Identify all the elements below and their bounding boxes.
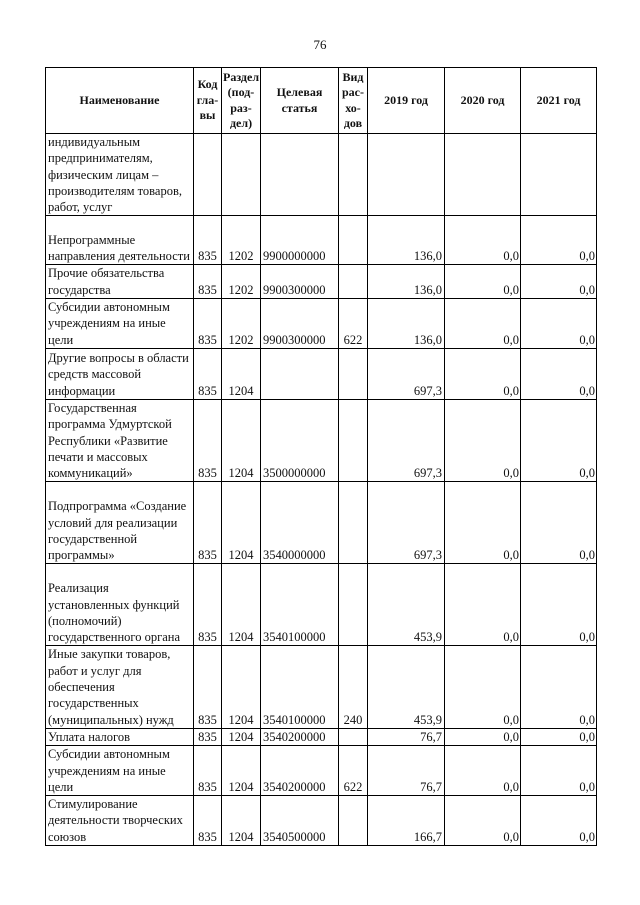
table-row (46, 646, 597, 728)
table-row (46, 728, 597, 745)
cell-code: 835 (194, 399, 222, 481)
cell-name: Подпрограмма «Создание условий для реализации государственной программы» (46, 482, 194, 564)
cell-target (261, 134, 339, 216)
table-header-row (46, 68, 597, 134)
cell-2020: 0,0 (445, 265, 521, 299)
cell-2020: 0,0 (445, 399, 521, 481)
cell-2020: 0,0 (445, 746, 521, 796)
cell-2020: 0,0 (445, 646, 521, 728)
cell-2021: 0,0 (521, 399, 597, 481)
cell-2021: 0,0 (521, 728, 597, 745)
cell-code: 835 (194, 265, 222, 299)
header-code: Код гла-вы (194, 68, 222, 134)
cell-kind: 622 (339, 299, 368, 349)
cell-kind (339, 796, 368, 846)
cell-kind (339, 399, 368, 481)
cell-2021: 0,0 (521, 564, 597, 646)
cell-code: 835 (194, 646, 222, 728)
cell-2021: 0,0 (521, 646, 597, 728)
header-2019: 2019 год (368, 68, 445, 134)
cell-2021 (521, 134, 597, 216)
cell-target: 3540200000 (261, 728, 339, 745)
cell-name: Субсидии автономным учреждениям на иные цели (46, 299, 194, 349)
cell-2019: 697,3 (368, 482, 445, 564)
cell-name: Реализация установленных функций (полномочий) государственного органа (46, 564, 194, 646)
cell-section (222, 134, 261, 216)
cell-name: Государственная программа Удмуртской Республики «Развитие печати и массовых коммуникаций» (46, 399, 194, 481)
cell-2020: 0,0 (445, 216, 521, 265)
cell-section: 1204 (222, 399, 261, 481)
cell-2020: 0,0 (445, 299, 521, 349)
cell-code: 835 (194, 728, 222, 745)
cell-kind: 622 (339, 746, 368, 796)
cell-target: 9900300000 (261, 299, 339, 349)
cell-kind: 240 (339, 646, 368, 728)
cell-2019: 136,0 (368, 216, 445, 265)
table-row (46, 746, 597, 796)
cell-2019: 136,0 (368, 299, 445, 349)
table-row (46, 482, 597, 564)
cell-kind (339, 348, 368, 399)
cell-code: 835 (194, 746, 222, 796)
cell-kind (339, 265, 368, 299)
cell-kind (339, 728, 368, 745)
cell-2021: 0,0 (521, 348, 597, 399)
cell-code: 835 (194, 348, 222, 399)
cell-target: 9900000000 (261, 216, 339, 265)
cell-2020: 0,0 (445, 728, 521, 745)
table-row (46, 134, 597, 216)
cell-section: 1204 (222, 646, 261, 728)
cell-2019: 453,9 (368, 564, 445, 646)
cell-target: 3540200000 (261, 746, 339, 796)
page-number: 76 (313, 37, 327, 52)
cell-2020: 0,0 (445, 482, 521, 564)
cell-section: 1204 (222, 564, 261, 646)
cell-kind (339, 564, 368, 646)
cell-kind (339, 482, 368, 564)
cell-name: Субсидии автономным учреждениям на иные цели (46, 746, 194, 796)
table-row (46, 796, 597, 846)
cell-name: Непрограммные направления деятельности (46, 216, 194, 265)
cell-2020: 0,0 (445, 348, 521, 399)
cell-code: 835 (194, 482, 222, 564)
cell-name: Уплата налогов (46, 728, 194, 745)
cell-2021: 0,0 (521, 796, 597, 846)
cell-2020: 0,0 (445, 564, 521, 646)
cell-2019: 166,7 (368, 796, 445, 846)
cell-2019 (368, 134, 445, 216)
cell-kind (339, 216, 368, 265)
cell-section: 1202 (222, 216, 261, 265)
cell-2021: 0,0 (521, 265, 597, 299)
cell-target: 3540100000 (261, 646, 339, 728)
table-row (46, 216, 597, 265)
cell-section: 1202 (222, 265, 261, 299)
cell-section: 1204 (222, 482, 261, 564)
cell-target: 3500000000 (261, 399, 339, 481)
cell-2021: 0,0 (521, 746, 597, 796)
header-name: Наименование (46, 68, 194, 134)
cell-code: 835 (194, 564, 222, 646)
cell-2019: 697,3 (368, 348, 445, 399)
cell-name: Стимулирование деятельности творческих союзов (46, 796, 194, 846)
cell-target: 3540100000 (261, 564, 339, 646)
table-row (46, 299, 597, 349)
header-kind: Вид рас-хо-дов (339, 68, 368, 134)
cell-2020: 0,0 (445, 796, 521, 846)
cell-2019: 136,0 (368, 265, 445, 299)
cell-code (194, 134, 222, 216)
cell-name: Прочие обязательства государства (46, 265, 194, 299)
table-row (46, 564, 597, 646)
cell-2021: 0,0 (521, 299, 597, 349)
header-section: Раздел (под-раз-дел) (222, 68, 261, 134)
cell-name: индивидуальным предпринимателям, физическим лицам – производителям товаров, работ, услуг (46, 134, 194, 216)
header-target: Целевая статья (261, 68, 339, 134)
cell-target (261, 348, 339, 399)
table-row (46, 265, 597, 299)
cell-section: 1204 (222, 348, 261, 399)
cell-target: 3540500000 (261, 796, 339, 846)
cell-section: 1204 (222, 796, 261, 846)
cell-2021: 0,0 (521, 216, 597, 265)
cell-name: Другие вопросы в области средств массовой информации (46, 348, 194, 399)
cell-code: 835 (194, 216, 222, 265)
cell-name: Иные закупки товаров, работ и услуг для обеспечения государственных (муниципальных) нужд (46, 646, 194, 728)
cell-2019: 453,9 (368, 646, 445, 728)
cell-target: 3540000000 (261, 482, 339, 564)
budget-table (45, 67, 597, 846)
cell-target: 9900300000 (261, 265, 339, 299)
table-row (46, 348, 597, 399)
cell-code: 835 (194, 299, 222, 349)
cell-2019: 76,7 (368, 746, 445, 796)
cell-2019: 697,3 (368, 399, 445, 481)
cell-kind (339, 134, 368, 216)
cell-section: 1202 (222, 299, 261, 349)
cell-2020 (445, 134, 521, 216)
table-row (46, 399, 597, 481)
cell-code: 835 (194, 796, 222, 846)
cell-2021: 0,0 (521, 482, 597, 564)
cell-section: 1204 (222, 728, 261, 745)
cell-2019: 76,7 (368, 728, 445, 745)
header-2021: 2021 год (521, 68, 597, 134)
header-2020: 2020 год (445, 68, 521, 134)
cell-section: 1204 (222, 746, 261, 796)
